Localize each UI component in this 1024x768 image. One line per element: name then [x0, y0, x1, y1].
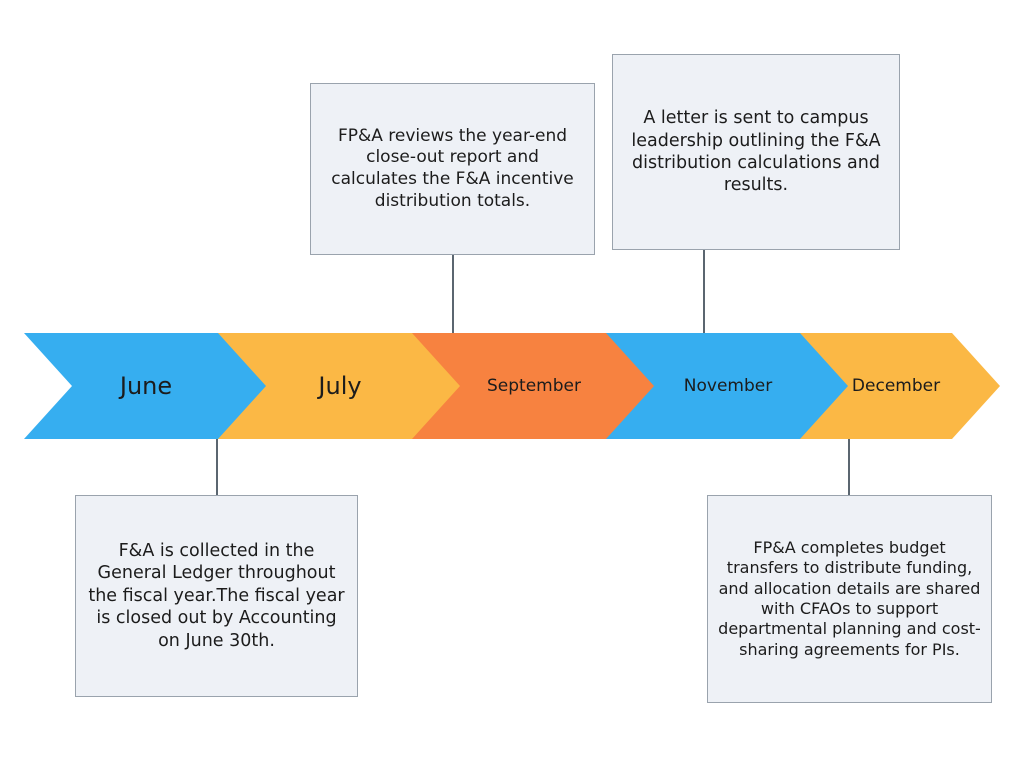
connector-july: [452, 255, 454, 333]
connector-november: [703, 250, 705, 333]
chevron-label-june: June: [119, 371, 173, 400]
note-text-july: FP&A reviews the year-end close-out report and calculates the F&A incentive distribution totals.: [331, 125, 574, 211]
connector-december: [848, 439, 850, 496]
chevron-row: [24, 333, 1000, 439]
chevron-label-november: November: [683, 375, 773, 396]
note-box-december: [707, 495, 992, 703]
note-box-july: [310, 83, 595, 255]
chevron-step-december[interactable]: [800, 333, 1000, 439]
note-text-november: A letter is sent to campus leadership outlining the F&A distribution calculations and results.: [631, 108, 881, 196]
note-box-june: [75, 495, 358, 697]
chevron-label-september: September: [487, 375, 581, 396]
chevron-label-july: July: [318, 371, 362, 400]
note-text-june: F&A is collected in the General Ledger throughout the fiscal year.The fiscal year is closed out by Accounting on June 30th.: [88, 541, 345, 651]
connector-june: [216, 439, 218, 496]
chevron-label-december: December: [851, 375, 941, 396]
note-text-december: FP&A completes budget transfers to distribute funding, and allocation details are shared with CFAOs to support departmental planning and cost-sharing agreements for PIs.: [718, 537, 981, 659]
note-box-november: [612, 54, 900, 250]
